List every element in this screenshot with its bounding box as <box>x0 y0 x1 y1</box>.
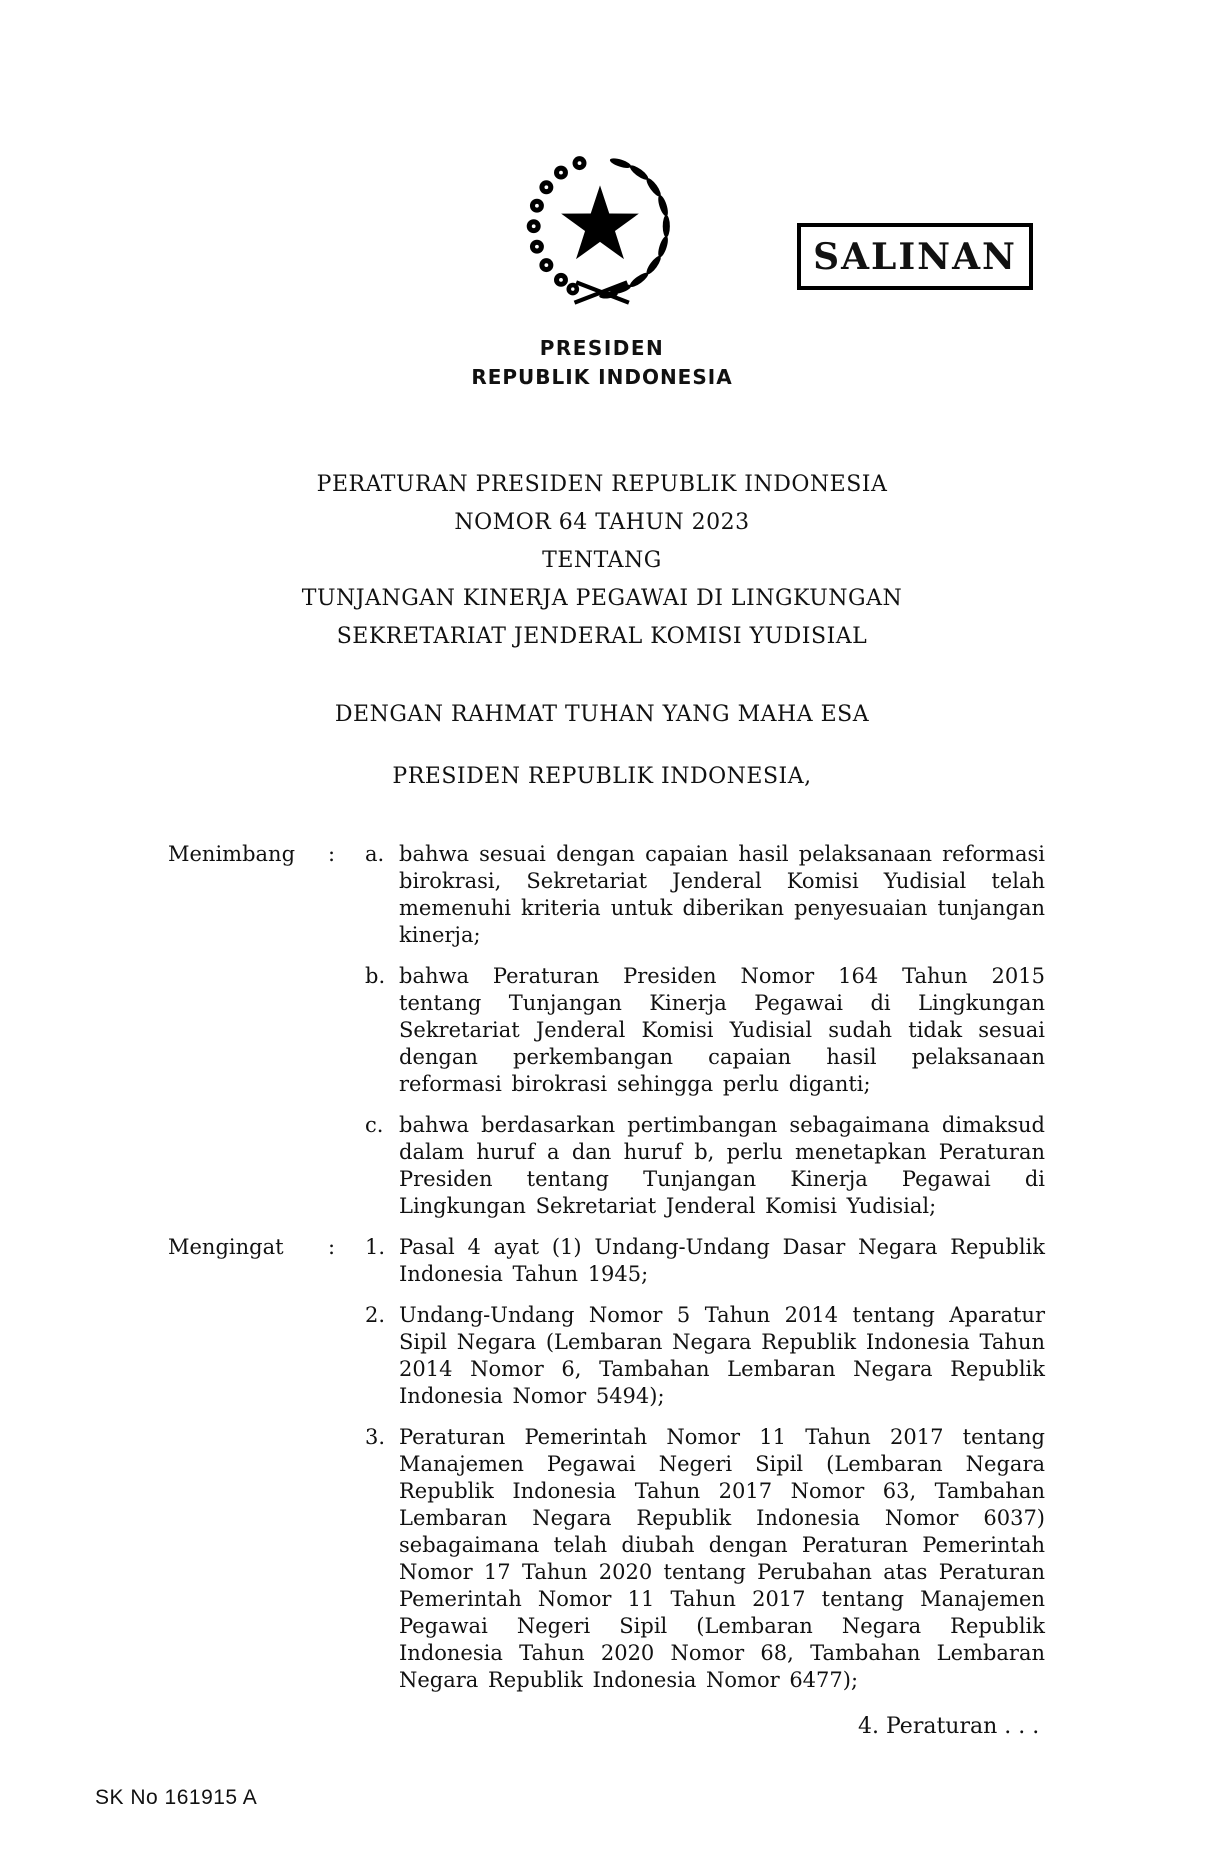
clause-items <box>365 1234 1045 1708</box>
item-marker: c. <box>365 1113 384 1137</box>
list-item <box>365 841 1045 949</box>
title-line-2: NOMOR 64 TAHUN 2023 <box>454 510 750 535</box>
title-line-5: SEKRETARIAT JENDERAL KOMISI YUDISIAL <box>336 624 868 649</box>
letterhead-republik-indonesia: REPUBLIK INDONESIA <box>471 365 733 389</box>
doc-code: SK No 161915 A <box>95 1786 258 1809</box>
list-item <box>365 1234 1045 1288</box>
item-text: bahwa berdasarkan pertimbangan sebagaimana dimaksud dalam huruf a dan huruf b, perlu menetapkan Peraturan Presiden tentang Tunjangan Kinerja Pegawai di Lingkungan Sekretariat Jenderal Komisi Yudisial; <box>399 1113 1045 1218</box>
title-line-1: PERATURAN PRESIDEN REPUBLIK INDONESIA <box>316 472 888 497</box>
item-marker: a. <box>365 842 385 866</box>
issuer-line: PRESIDEN REPUBLIK INDONESIA, <box>392 764 812 789</box>
item-text: bahwa Peraturan Presiden Nomor 164 Tahun 2015 tentang Tunjangan Kinerja Pegawai di Lingkungan Sekretariat Jenderal Komisi Yudisial sudah tidak sesuai dengan perkembangan capaian hasil pelaksanaan reformasi birokrasi sehingga perlu diganti; <box>399 964 1045 1096</box>
list-item <box>365 1302 1045 1410</box>
clauses-section <box>168 841 1045 1708</box>
salinan-stamp: SALINAN <box>797 223 1033 290</box>
presidential-seal-icon <box>515 148 685 318</box>
clause-menimbang <box>168 841 1045 1234</box>
list-item <box>365 1112 1045 1220</box>
item-text: bahwa sesuai dengan capaian hasil pelaksanaan reformasi birokrasi, Sekretariat Jenderal Komisi Yudisial telah memenuhi kriteria untuk diberikan penyesuaian tunjangan kinerja; <box>399 842 1045 947</box>
list-item <box>365 1424 1045 1694</box>
catchword: 4. Peraturan . . . <box>858 1714 1040 1739</box>
clause-label: Menimbang <box>168 842 296 866</box>
clause-items <box>365 841 1045 1234</box>
title-line-4: TUNJANGAN KINERJA PEGAWAI DI LINGKUNGAN <box>301 586 903 611</box>
title-line-3: TENTANG <box>542 548 662 573</box>
list-item <box>365 963 1045 1098</box>
clause-label: Mengingat <box>168 1235 284 1259</box>
item-text: Pasal 4 ayat (1) Undang-Undang Dasar Negara Republik Indonesia Tahun 1945; <box>399 1235 1045 1286</box>
clause-colon: : <box>328 842 336 866</box>
item-text: Peraturan Pemerintah Nomor 11 Tahun 2017 tentang Manajemen Pegawai Negeri Sipil (Lembaran Negara Republik Indonesia Tahun 2017 Nomor 63, Tambahan Lembaran Negara Republik Indonesia Nomor 6037) sebagaimana telah diubah dengan Peraturan Pemerintah Nomor 17 Tahun 2020 tentang Perubahan atas Peraturan Pemerintah Nomor 11 Tahun 2017 tentang Manajemen Pegawai Negeri Sipil (Lembaran Negara Republik Indonesia Tahun 2020 Nomor 68, Tambahan Lembaran Negara Republik Indonesia Nomor 6477); <box>399 1425 1045 1692</box>
letterhead-presiden: PRESIDEN <box>539 336 665 360</box>
item-marker: 1. <box>365 1235 386 1259</box>
item-marker: 2. <box>365 1303 386 1327</box>
item-text: Undang-Undang Nomor 5 Tahun 2014 tentang Aparatur Sipil Negara (Lembaran Negara Republik Indonesia Tahun 2014 Nomor 6, Tambahan Lembaran Negara Republik Indonesia Nomor 5494); <box>399 1303 1045 1408</box>
item-marker: b. <box>365 964 386 988</box>
title-block <box>0 466 1204 656</box>
item-marker: 3. <box>365 1425 386 1449</box>
invocation-line: DENGAN RAHMAT TUHAN YANG MAHA ESA <box>334 702 870 727</box>
clause-mengingat <box>168 1234 1045 1708</box>
letterhead <box>0 334 1204 392</box>
clause-colon: : <box>328 1235 336 1259</box>
